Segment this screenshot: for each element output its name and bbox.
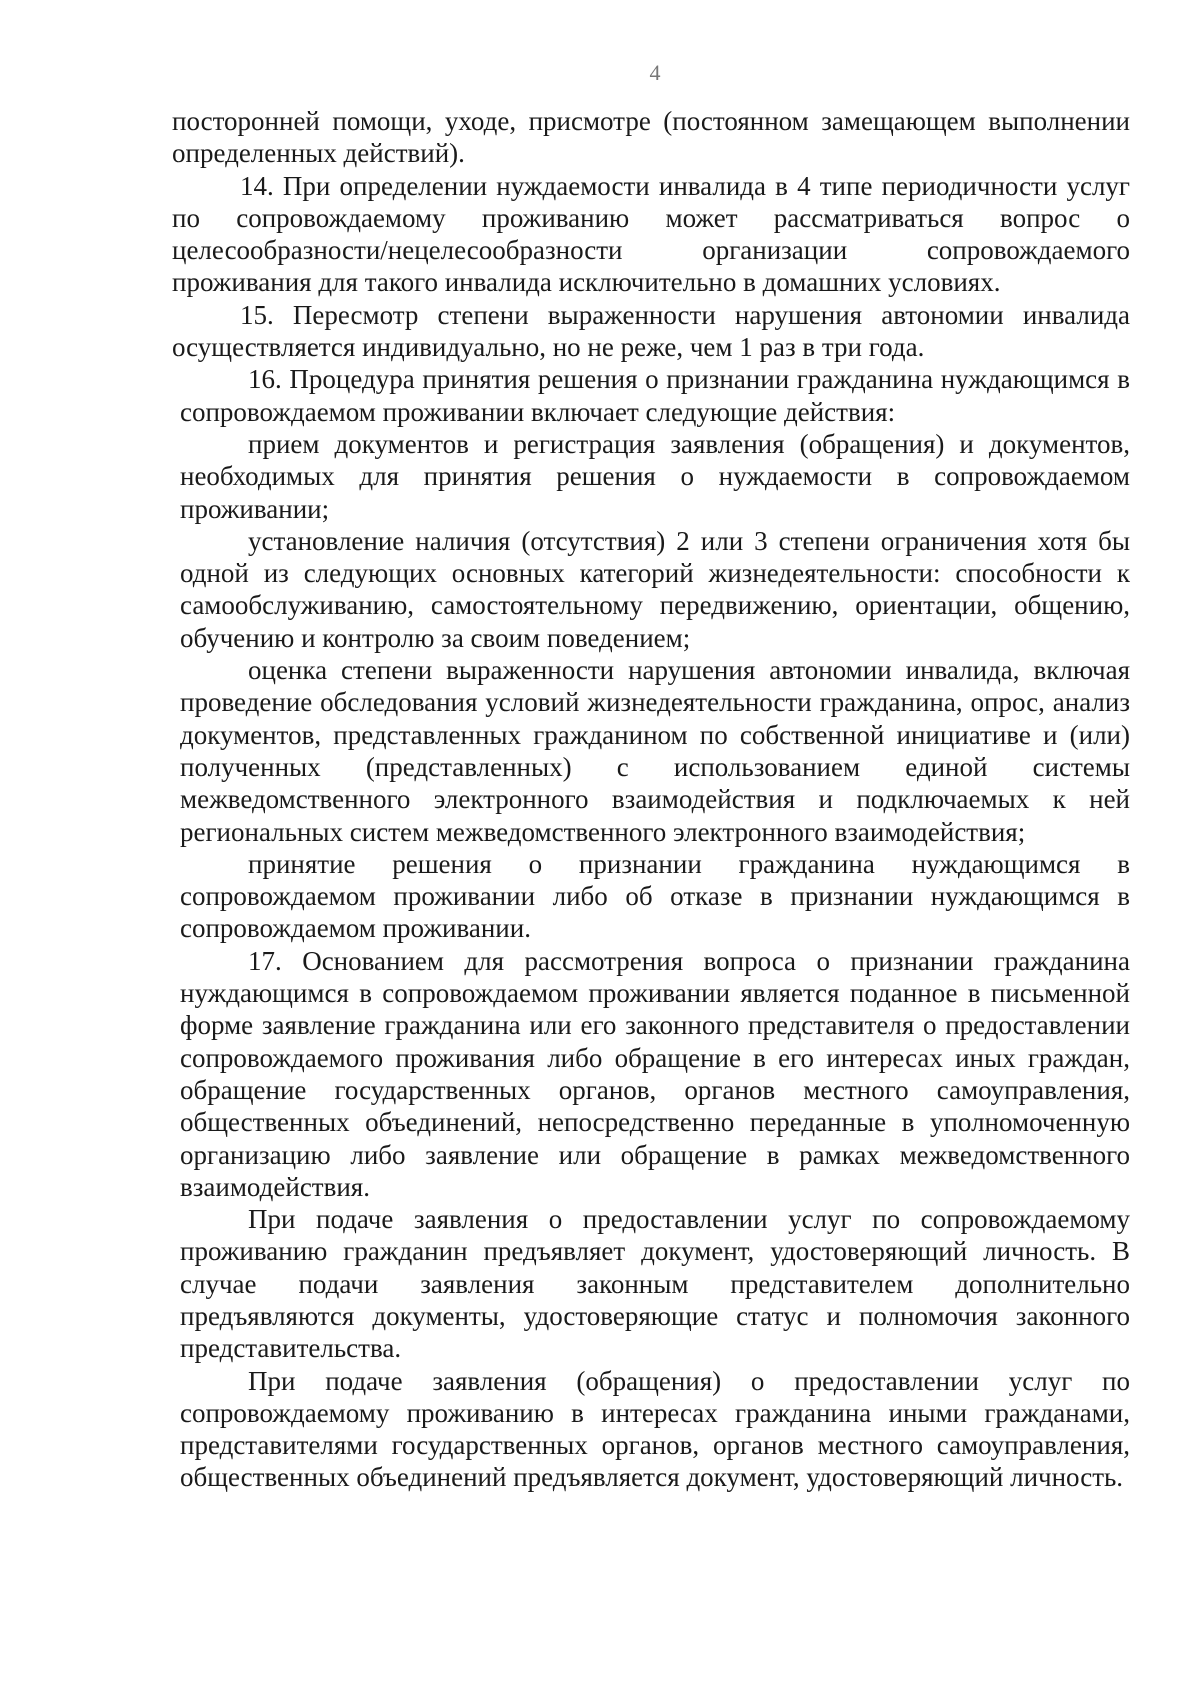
paragraph-item-15: 15. Пересмотр степени выраженности нарушения автономии инвалида осуществляется индивидуально, но не реже, чем 1 раз в три года. [172, 299, 1130, 363]
paragraph-item-16: 16. Процедура принятия решения о признании гражданина нуждающимся в сопровождаемом проживании включает следующие действия: [180, 364, 1130, 427]
paragraph-documents-others: При подаче заявления (обращения) о предоставлении услуг по сопровождаемому проживанию в интересах гражданина иными гражданами, представителями государственных органов, органов местного самоуправления, общественных объединений предъявляется документ, удостоверяющий личность. [180, 1365, 1130, 1493]
document-body [172, 105, 1130, 1494]
paragraph-action-3: оценка степени выраженности нарушения автономии инвалида, включая проведение обследования условий жизнедеятельности гражданина, опрос, анализ документов, представленных гражданином по собственной инициативе и (или) полученных (представленных) с использованием единой системы межведомственного электронного взаимодействия и подключаемых к ней региональных систем межведомственного электронного взаимодействия; [180, 655, 1130, 847]
paragraph-item-17: 17. Основанием для рассмотрения вопроса о признании гражданина нуждающимся в сопровождаемом проживании является поданное в письменной форме заявление гражданина или его законного представителя о предоставлении сопровождаемого проживания либо обращение в его интересах иных граждан, обращение государственных органов, органов местного самоуправления, общественных объединений, непосредственно переданные в уполномоченную организацию либо заявление или обращение в рамках межведомственного взаимодействия. [180, 945, 1130, 1202]
paragraph-action-1: прием документов и регистрация заявления (обращения) и документов, необходимых для принятия решения о нуждаемости в сопровождаемом проживании; [180, 428, 1130, 524]
paragraph-item-14: 14. При определении нуждаемости инвалида в 4 типе периодичности услуг по сопровождаемому проживанию может рассматриваться вопрос о целесообразности/нецелесообразности организации сопровождаемого проживания для такого инвалида исключительно в домашних условиях. [172, 170, 1130, 298]
paragraph-continuation: посторонней помощи, уходе, присмотре (постоянном замещающем выполнении определенных действий). [172, 106, 1130, 169]
paragraph-documents-applicant: При подаче заявления о предоставлении услуг по сопровождаемому проживанию гражданин предъявляет документ, удостоверяющий личность. В случае подачи заявления законным представителем дополнительно предъявляются документы, удостоверяющие статус и полномочия законного представительства. [180, 1204, 1130, 1364]
page-number: 4 [649, 60, 661, 85]
paragraph-action-2: установление наличия (отсутствия) 2 или 3 степени ограничения хотя бы одной из следующих основных категорий жизнедеятельности: способности к самообслуживанию, самостоятельному передвижению, ориентации, общению, обучению и контролю за своим поведением; [180, 525, 1130, 653]
paragraph-action-4: принятие решения о признании гражданина нуждающимся в сопровождаемом проживании либо об отказе в признании нуждающимся в сопровождаемом проживании. [180, 848, 1130, 944]
